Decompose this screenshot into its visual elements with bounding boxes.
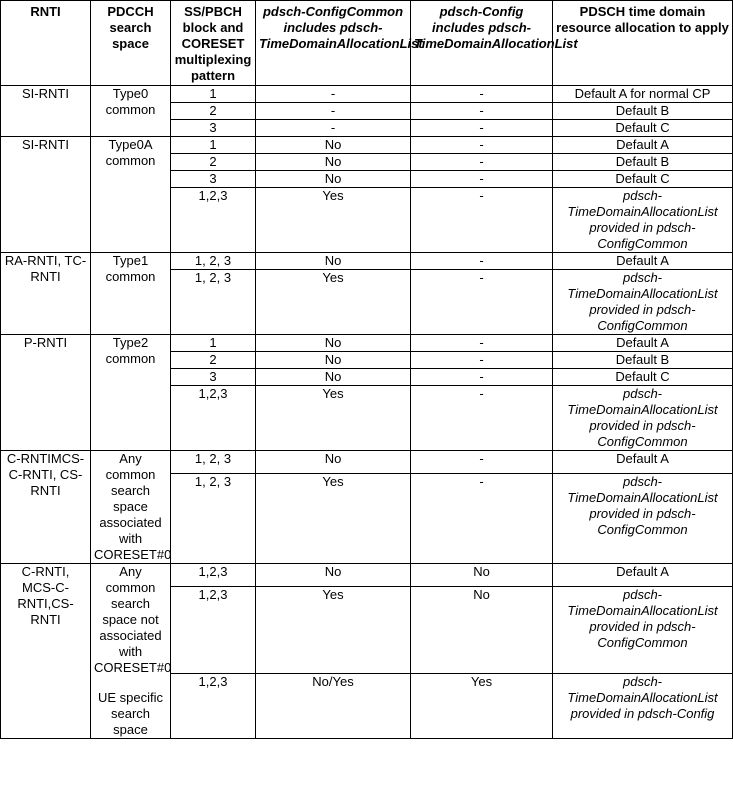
pattern-cell: 3 [171, 369, 256, 386]
allocation-cell: pdsch-TimeDomainAllocationList provided in pdsch-ConfigCommon [553, 270, 733, 335]
rnti-cell: P-RNTI [1, 335, 91, 451]
pattern-cell: 2 [171, 352, 256, 369]
allocation-cell: Default C [553, 120, 733, 137]
header-allocation: PDSCH time domain resource allocation to apply [553, 1, 733, 86]
config-common-cell: - [256, 103, 411, 120]
config-common-cell: No [256, 137, 411, 154]
allocation-cell: Default B [553, 154, 733, 171]
search-space-common-text: Any common search space not associated with CORESET#0 [94, 564, 172, 675]
header-search-space: PDCCH search space [91, 1, 171, 86]
pattern-cell: 1,2,3 [171, 564, 256, 587]
config-cell: - [411, 474, 553, 564]
header-row [1, 1, 733, 86]
config-cell: - [411, 120, 553, 137]
config-cell: - [411, 253, 553, 270]
pattern-cell: 1,2,3 [171, 586, 256, 673]
pattern-cell: 3 [171, 171, 256, 188]
pattern-cell: 1,2,3 [171, 386, 256, 451]
allocation-cell: Default A [553, 564, 733, 587]
pattern-cell: 1 [171, 137, 256, 154]
pattern-cell: 2 [171, 154, 256, 171]
header-config-common: pdsch-ConfigCommon includes pdsch-TimeDomainAllocationList [256, 1, 411, 86]
pattern-cell: 3 [171, 120, 256, 137]
search-space-cell: Type1 common [91, 253, 171, 335]
allocation-cell: pdsch-TimeDomainAllocationList provided in pdsch-ConfigCommon [553, 586, 733, 673]
rnti-cell: SI-RNTI [1, 86, 91, 137]
config-common-cell: No/Yes [256, 673, 411, 738]
pattern-cell: 1, 2, 3 [171, 474, 256, 564]
config-cell: - [411, 386, 553, 451]
config-cell: - [411, 270, 553, 335]
config-cell: No [411, 586, 553, 673]
spacer [94, 676, 167, 690]
allocation-cell: Default A [553, 335, 733, 352]
config-cell: - [411, 335, 553, 352]
search-space-cell: Type0 common [91, 86, 171, 137]
config-common-cell: Yes [256, 386, 411, 451]
pattern-cell: 1 [171, 86, 256, 103]
table-row [1, 253, 733, 270]
allocation-cell: Default C [553, 171, 733, 188]
config-common-cell: Yes [256, 270, 411, 335]
config-common-cell: - [256, 120, 411, 137]
config-cell: - [411, 352, 553, 369]
search-space-cell: Type2 common [91, 335, 171, 451]
rnti-cell: C-RNTI, MCS-C-RNTI,CS-RNTI [1, 564, 91, 739]
allocation-cell: Default A [553, 137, 733, 154]
allocation-cell: pdsch-TimeDomainAllocationList provided in pdsch-ConfigCommon [553, 386, 733, 451]
pattern-cell: 1,2,3 [171, 188, 256, 253]
rnti-cell: RA-RNTI, TC-RNTI [1, 253, 91, 335]
config-common-cell: Yes [256, 188, 411, 253]
search-space-cell: Type0A common [91, 137, 171, 253]
config-cell: - [411, 369, 553, 386]
config-common-cell: No [256, 451, 411, 474]
config-common-cell: Yes [256, 586, 411, 673]
allocation-cell: pdsch-TimeDomainAllocationList provided in pdsch-ConfigCommon [553, 474, 733, 564]
config-common-cell: No [256, 352, 411, 369]
config-cell: - [411, 188, 553, 253]
allocation-cell: Default C [553, 369, 733, 386]
config-cell: Yes [411, 673, 553, 738]
allocation-cell: Default B [553, 352, 733, 369]
table-row [1, 137, 733, 154]
search-space-cell [91, 564, 171, 739]
table-row [1, 335, 733, 352]
config-cell: - [411, 103, 553, 120]
table-row [1, 451, 733, 474]
search-space-ue-specific-text: UE specific search space [97, 690, 164, 737]
config-common-cell: No [256, 369, 411, 386]
rnti-cell: SI-RNTI [1, 137, 91, 253]
allocation-cell: Default A for normal CP [553, 86, 733, 103]
config-cell: No [411, 564, 553, 587]
allocation-cell: pdsch-TimeDomainAllocationList provided in pdsch-ConfigCommon [553, 188, 733, 253]
config-common-cell: No [256, 335, 411, 352]
header-config: pdsch-Config includes pdsch-TimeDomainAllocationList [411, 1, 553, 86]
config-common-cell: Yes [256, 474, 411, 564]
config-common-cell: No [256, 171, 411, 188]
config-cell: - [411, 137, 553, 154]
config-cell: - [411, 154, 553, 171]
pattern-cell: 1, 2, 3 [171, 253, 256, 270]
search-space-cell: Any common search space associated with CORESET#0 [91, 451, 171, 564]
config-common-cell: No [256, 154, 411, 171]
table-row [1, 86, 733, 103]
config-common-cell: - [256, 86, 411, 103]
header-ssb-pattern: SS/PBCH block and CORESET multiplexing pattern [171, 1, 256, 86]
table-row [1, 564, 733, 587]
config-cell: - [411, 86, 553, 103]
pattern-cell: 1 [171, 335, 256, 352]
config-cell: - [411, 451, 553, 474]
allocation-cell: Default B [553, 103, 733, 120]
allocation-cell: Default A [553, 253, 733, 270]
config-common-cell: No [256, 253, 411, 270]
config-common-cell: No [256, 564, 411, 587]
allocation-cell: pdsch-TimeDomainAllocationList provided in pdsch-Config [553, 673, 733, 738]
pattern-cell: 2 [171, 103, 256, 120]
config-cell: - [411, 171, 553, 188]
rnti-cell: C-RNTIMCS-C-RNTI, CS-RNTI [1, 451, 91, 564]
header-rnti: RNTI [1, 1, 91, 86]
pattern-cell: 1, 2, 3 [171, 270, 256, 335]
pattern-cell: 1, 2, 3 [171, 451, 256, 474]
pattern-cell: 1,2,3 [171, 673, 256, 738]
allocation-cell: Default A [553, 451, 733, 474]
